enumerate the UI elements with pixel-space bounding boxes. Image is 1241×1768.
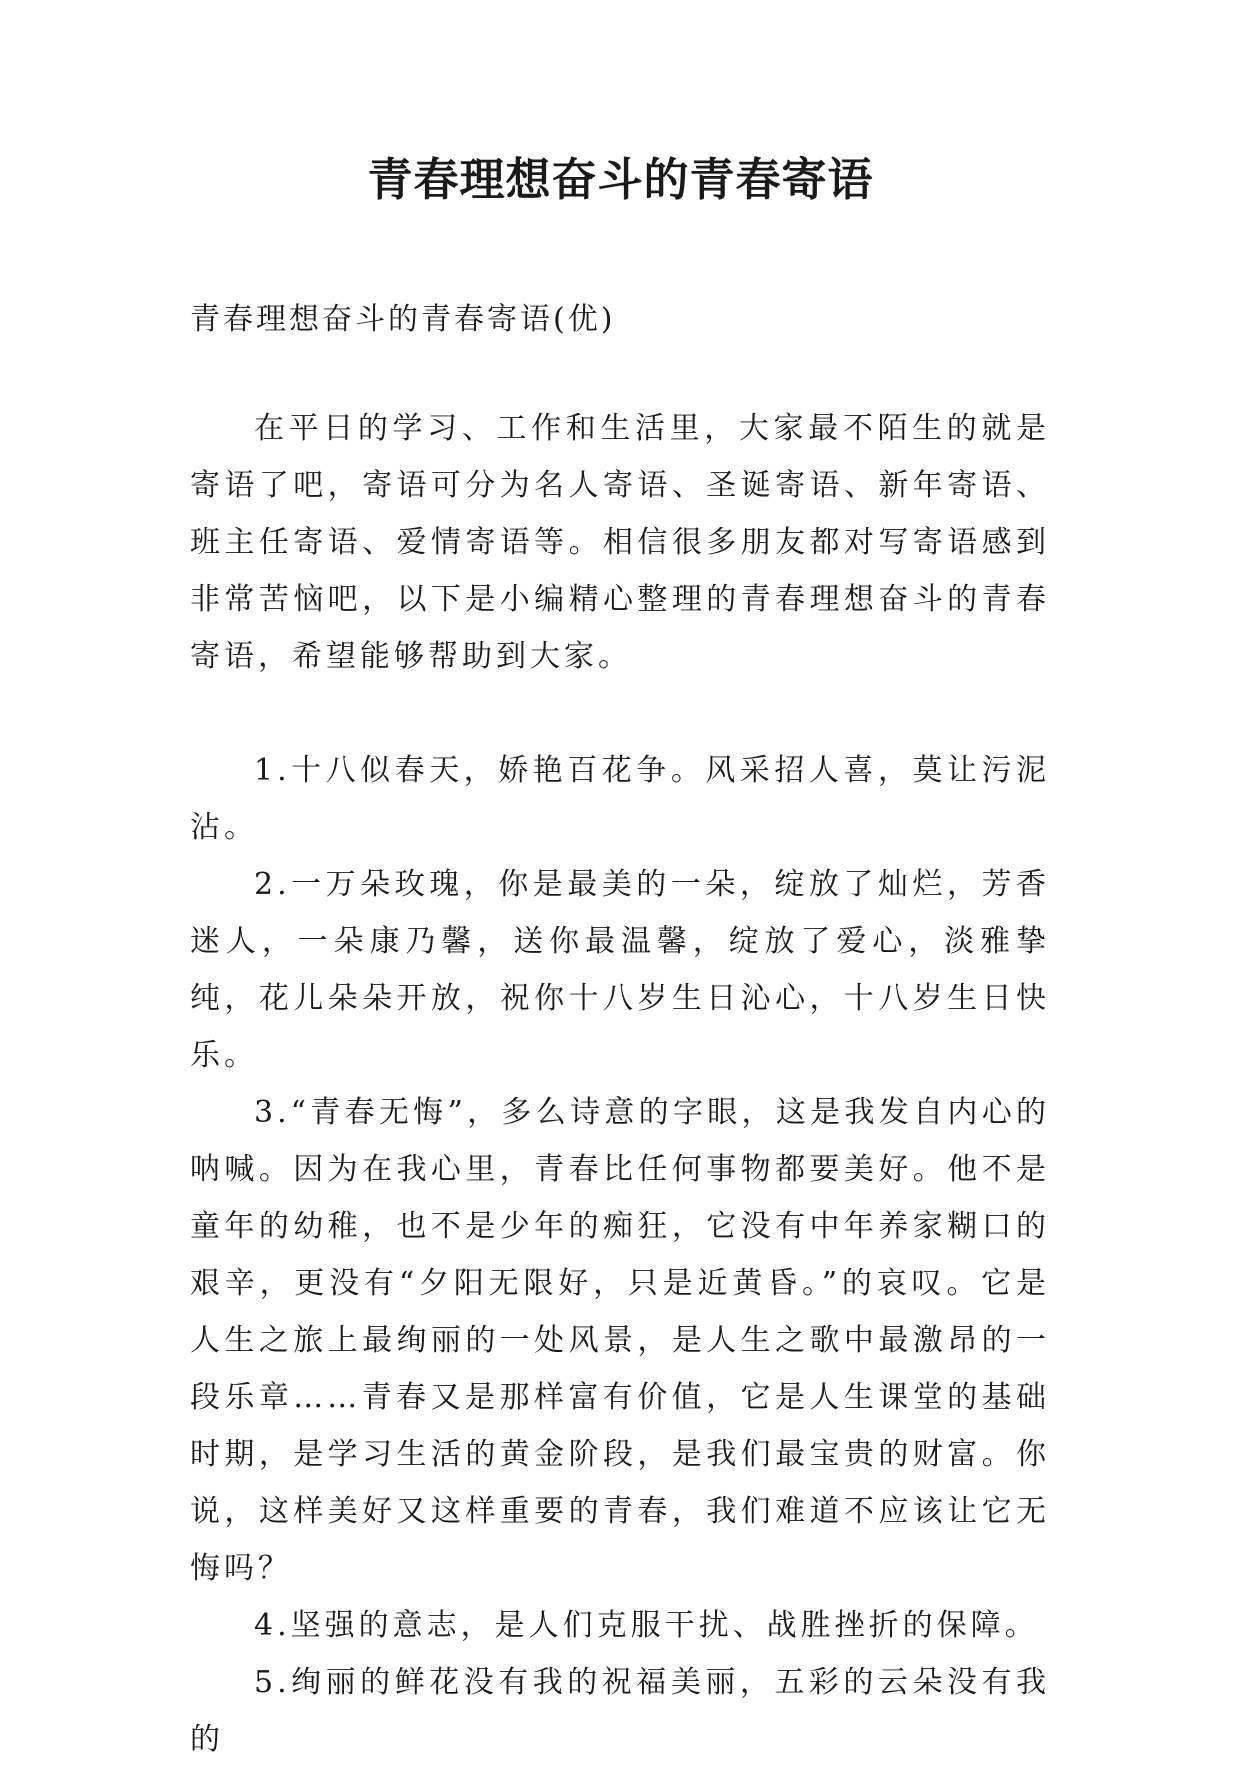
intro-paragraph: 在平日的学习、工作和生活里，大家最不陌生的就是寄语了吧，寄语可分为名人寄语、圣诞寄语、新年寄语、班主任寄语、爱情寄语等。相信很多朋友都对写寄语感到非常苦恼吧，以下是小编精心整理的青春理想奋斗的青春寄语，希望能够帮助到大家。	[190, 411, 1050, 674]
document-body	[190, 400, 1050, 1768]
list-item: 3.“青春无悔”，多么诗意的字眼，这是我发自内心的呐喊。因为在我心里，青春比任何事物都要美好。他不是童年的幼稚，也不是少年的痴狂，它没有中年养家糊口的艰辛，更没有“夕阳无限好，只是近黄昏。”的哀叹。它是人生之旅上最绚丽的一处风景，是人生之歌中最激昂的一段乐章……青春又是那样富有价值，它是人生课堂的基础时期，是学习生活的黄金阶段，是我们最宝贵的财富。你说，这样美好又这样重要的青春，我们难道不应该让它无悔吗？	[190, 1095, 1050, 1586]
document-subtitle: 青春理想奋斗的青春寄语(优)	[190, 302, 616, 337]
list-item: 2.一万朵玫瑰，你是最美的一朵，绽放了灿烂，芳香迷人，一朵康乃馨，送你最温馨，绽放了爱心，淡雅挚纯，花儿朵朵开放，祝你十八岁生日沁心，十八岁生日快乐。	[190, 867, 1050, 1073]
list-item: 5.绚丽的鲜花没有我的祝福美丽，五彩的云朵没有我的	[190, 1665, 1050, 1757]
paragraph-spacer	[190, 685, 1050, 742]
document-title: 青春理想奋斗的青春寄语	[367, 153, 874, 206]
list-item: 4.坚强的意志，是人们克服干扰、战胜挫折的保障。	[254, 1608, 1039, 1643]
list-item: 1.十八似春天，娇艳百花争。风采招人喜，莫让污泥沾。	[190, 753, 1050, 845]
